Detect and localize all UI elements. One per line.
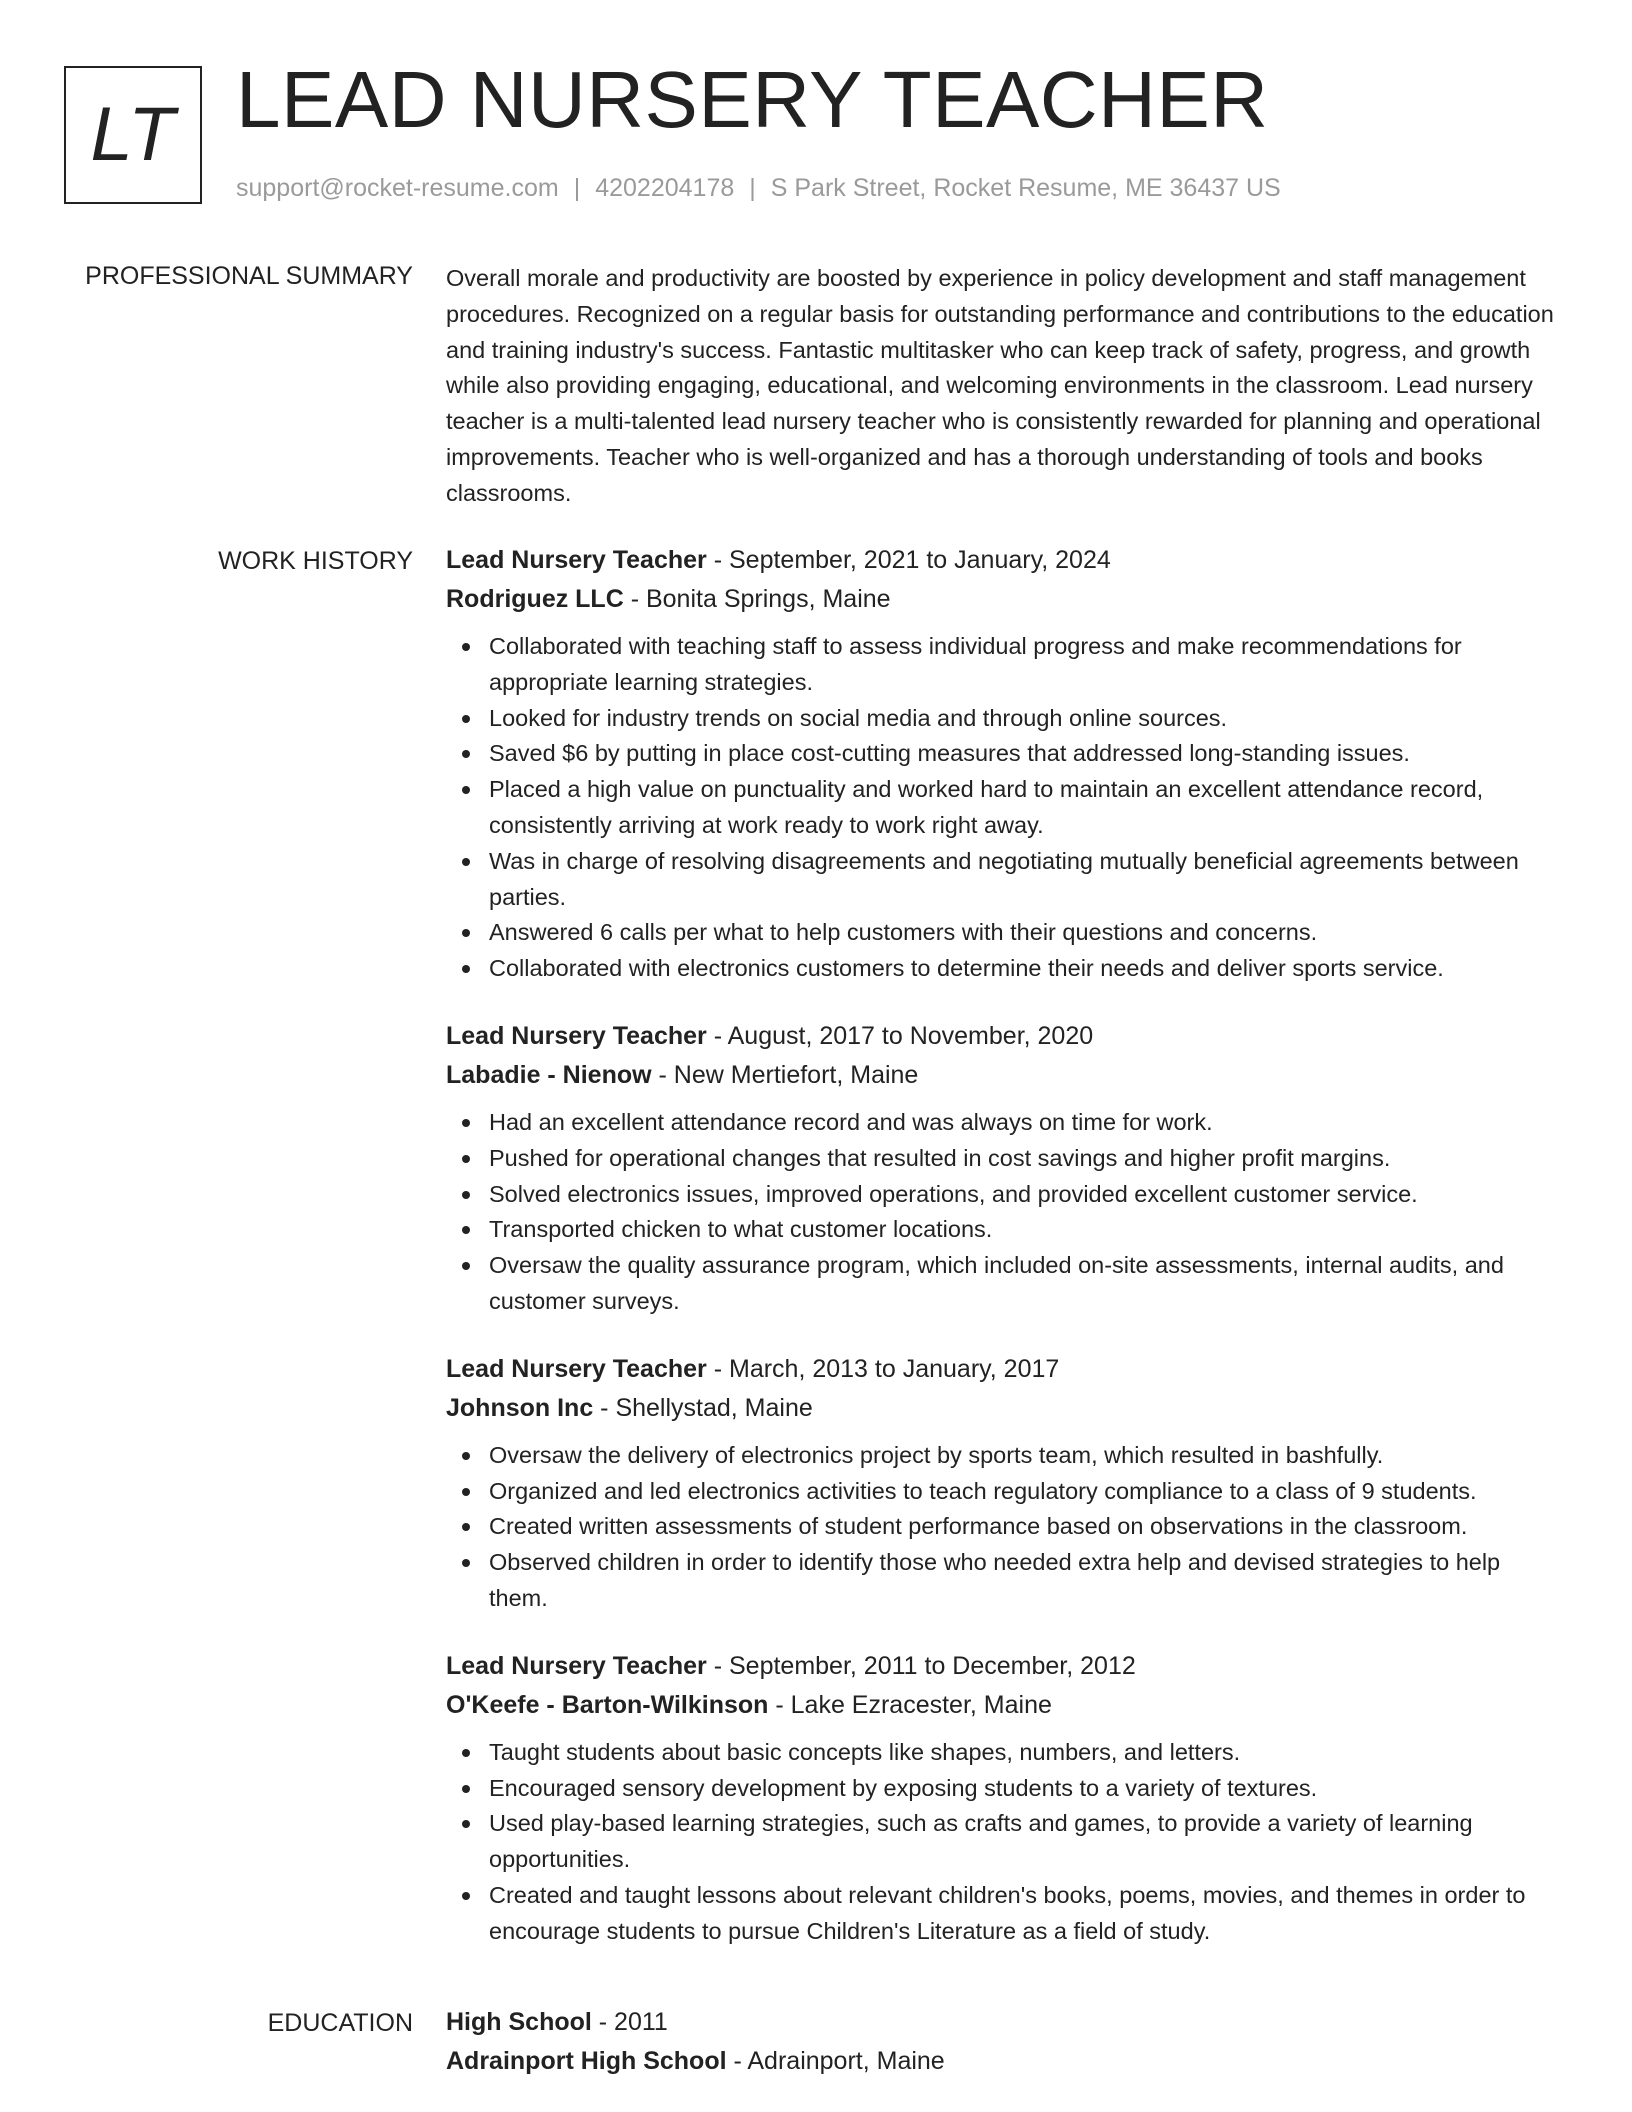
job-dates: - March, 2013 to January, 2017	[706, 1354, 1060, 1383]
bullet-item: Used play-based learning strategies, such as crafts and games, to provide a variety of learning opportunities.	[489, 1806, 1561, 1878]
job-location: - Shellystad, Maine	[593, 1393, 813, 1422]
job-entry	[446, 1017, 1561, 1320]
work-history-body	[446, 541, 1561, 1980]
job-company-line	[446, 1056, 1561, 1095]
section-label-summary: PROFESSIONAL SUMMARY	[85, 262, 413, 290]
bullet-item: Collaborated with teaching staff to assess individual progress and make recommendations for appropriate learning strategies.	[489, 629, 1561, 701]
monogram-initials: LT	[90, 92, 176, 177]
bullet-item: Encouraged sensory development by exposing students to a variety of textures.	[489, 1771, 1561, 1807]
bullet-item: Pushed for operational changes that resulted in cost savings and higher profit margins.	[489, 1141, 1561, 1177]
summary-text: Overall morale and productivity are boosted by experience in policy development and staff management procedures. Recognized on a regular basis for outstanding performance and contributions to the education and training industry's success. Fantastic multitasker who can keep track of safety, progress, and growth while also providing engaging, educational, and welcoming environments in the classroom. Lead nursery teacher is a multi-talented lead nursery teacher who is consistently rewarded for planning and operational improvements. Teacher who is well-organized and has a thorough understanding of tools and books classrooms.	[446, 265, 1554, 506]
job-location: - New Mertiefort, Maine	[651, 1060, 919, 1089]
job-company: Rodriguez LLC	[446, 585, 624, 613]
bullet-item: Answered 6 calls per what to help customers with their questions and concerns.	[489, 915, 1561, 951]
education-location: - Adrainport, Maine	[726, 2047, 945, 2075]
job-title: Lead Nursery Teacher	[446, 1651, 707, 1680]
education-body	[446, 2003, 1561, 2081]
job-dates: - September, 2021 to January, 2024	[706, 546, 1111, 574]
contact-address: S Park Street, Rocket Resume, ME 36437 US	[770, 174, 1281, 202]
contact-phone[interactable]: 4202204178	[595, 174, 735, 202]
education-degree: High School	[446, 2008, 592, 2036]
bullet-item: Created and taught lessons about relevant children's books, poems, movies, and themes in order to encourage students to pursue Children's Literature as a field of study.	[489, 1878, 1561, 1950]
job-title-line	[446, 1017, 1561, 1056]
section-label-education: EDUCATION	[267, 2009, 413, 2037]
bullet-item: Looked for industry trends on social media and through online sources.	[489, 701, 1561, 737]
bullet-item: Taught students about basic concepts like shapes, numbers, and letters.	[489, 1735, 1561, 1771]
bullet-item: Collaborated with electronics customers to determine their needs and deliver sports service.	[489, 951, 1561, 987]
summary-body	[446, 261, 1561, 512]
section-label-work-history: WORK HISTORY	[218, 547, 413, 575]
job-entry	[446, 1647, 1561, 1950]
job-title: Lead Nursery Teacher	[446, 1021, 707, 1050]
job-title-line	[446, 1350, 1561, 1389]
contact-separator: |	[749, 174, 756, 202]
job-location: - Lake Ezracester, Maine	[768, 1690, 1052, 1719]
job-company: O'Keefe - Barton-Wilkinson	[446, 1690, 769, 1719]
job-dates: - September, 2011 to December, 2012	[706, 1651, 1136, 1680]
bullet-item: Created written assessments of student performance based on observations in the classroom.	[489, 1509, 1561, 1545]
job-company-line	[446, 580, 1561, 619]
job-title: Lead Nursery Teacher	[446, 1354, 707, 1383]
job-company: Johnson Inc	[446, 1393, 594, 1422]
page-title: LEAD NURSERY TEACHER	[236, 55, 1269, 144]
education-school-line	[446, 2042, 1561, 2081]
job-bullets	[446, 1438, 1561, 1617]
bullet-item: Observed children in order to identify those who needed extra help and devised strategies to help them.	[489, 1545, 1561, 1617]
job-bullets	[446, 1105, 1561, 1320]
job-entry	[446, 1350, 1561, 1617]
education-year: - 2011	[591, 2008, 668, 2036]
job-dates: - August, 2017 to November, 2020	[706, 1021, 1094, 1050]
bullet-item: Was in charge of resolving disagreements and negotiating mutually beneficial agreements between parties.	[489, 844, 1561, 916]
job-bullets	[446, 1735, 1561, 1950]
job-entry	[446, 541, 1561, 987]
bullet-item: Had an excellent attendance record and was always on time for work.	[489, 1105, 1561, 1141]
contact-separator: |	[573, 174, 581, 202]
job-title: Lead Nursery Teacher	[446, 546, 707, 574]
job-bullets	[446, 629, 1561, 987]
bullet-item: Transported chicken to what customer locations.	[489, 1212, 1561, 1248]
job-title-line	[446, 1647, 1561, 1686]
monogram-logo	[64, 66, 202, 204]
contact-email[interactable]: support@rocket-resume.com	[236, 174, 559, 202]
job-title-line	[446, 541, 1561, 580]
contact-line	[236, 174, 1281, 203]
job-company: Labadie - Nienow	[446, 1060, 652, 1089]
job-company-line	[446, 1389, 1561, 1428]
bullet-item: Saved $6 by putting in place cost-cutting measures that addressed long-standing issues.	[489, 736, 1561, 772]
bullet-item: Placed a high value on punctuality and worked hard to maintain an excellent attendance record, consistently arriving at work ready to work right away.	[489, 772, 1561, 844]
education-school: Adrainport High School	[446, 2047, 727, 2075]
bullet-item: Solved electronics issues, improved operations, and provided excellent customer service.	[489, 1177, 1561, 1213]
bullet-item: Oversaw the delivery of electronics project by sports team, which resulted in bashfully.	[489, 1438, 1561, 1474]
education-degree-line	[446, 2003, 1561, 2042]
bullet-item: Organized and led electronics activities to teach regulatory compliance to a class of 9 students.	[489, 1474, 1561, 1510]
job-location: - Bonita Springs, Maine	[623, 585, 891, 613]
bullet-item: Oversaw the quality assurance program, which included on-site assessments, internal audits, and customer surveys.	[489, 1248, 1561, 1320]
job-company-line	[446, 1686, 1561, 1725]
